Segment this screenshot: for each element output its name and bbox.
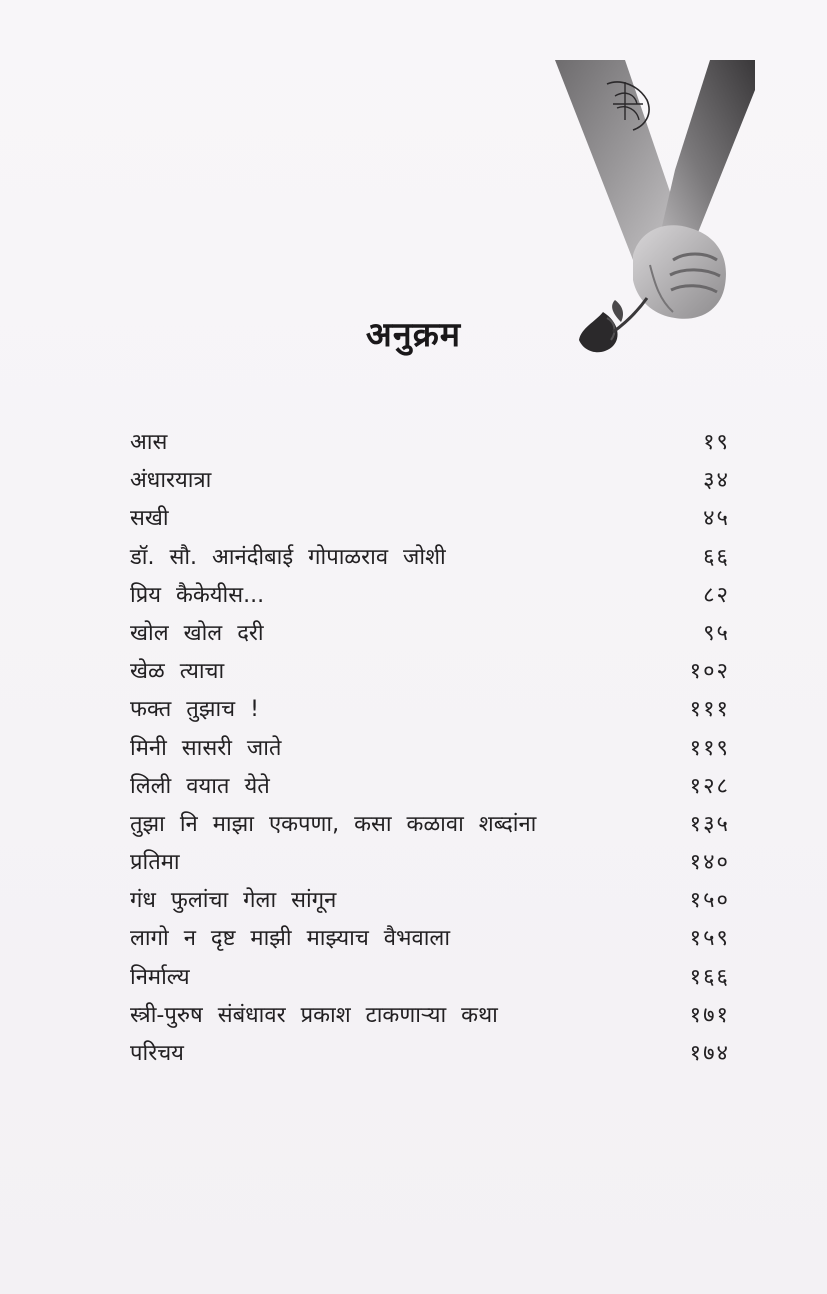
toc-entry bbox=[130, 1035, 730, 1073]
toc-entry-title: प्रिय कैकेयीस... bbox=[130, 582, 265, 608]
toc-entry bbox=[130, 997, 730, 1035]
toc-entry-title: फक्त तुझाच ! bbox=[130, 697, 259, 723]
toc-entry bbox=[130, 844, 730, 882]
toc-entry-title: लिली वयात येते bbox=[130, 773, 270, 799]
toc-entry-title: गंध फुलांचा गेला सांगून bbox=[130, 888, 337, 914]
toc-entry-page-number: १६६ bbox=[689, 964, 730, 990]
toc-entry-page-number: १११ bbox=[689, 697, 730, 723]
toc-entry-page-number: ४५ bbox=[703, 506, 730, 532]
toc-entry-page-number: १०२ bbox=[689, 659, 730, 685]
toc-entry-page-number: १७१ bbox=[689, 1002, 730, 1028]
toc-entry-page-number: १५९ bbox=[689, 926, 730, 952]
toc-entry-page-number: १५० bbox=[689, 888, 730, 914]
toc-entry-title: स्त्री-पुरुष संबंधावर प्रकाश टाकणाऱ्या कथा bbox=[130, 1002, 498, 1028]
toc-entry bbox=[130, 462, 730, 500]
page-title: अनुक्रम bbox=[365, 315, 462, 355]
toc-entry-title: प्रतिमा bbox=[130, 850, 180, 876]
toc-entry-page-number: ३४ bbox=[703, 468, 730, 494]
toc-entry-title: निर्माल्य bbox=[130, 964, 190, 990]
toc-entry-title: डॉ. सौ. आनंदीबाई गोपाळराव जोशी bbox=[130, 544, 446, 570]
toc-entry bbox=[130, 424, 730, 462]
toc-entry bbox=[130, 539, 730, 577]
toc-entry-page-number: १९ bbox=[703, 430, 730, 455]
toc-entry bbox=[130, 577, 730, 615]
toc-entry-page-number: १४० bbox=[689, 850, 730, 876]
toc-entry bbox=[130, 806, 730, 844]
toc-entry-page-number: १७४ bbox=[689, 1041, 730, 1066]
toc-entry-page-number: ९५ bbox=[703, 620, 730, 646]
toc-entry-title: तुझा नि माझा एकपणा, कसा कळावा शब्दांना bbox=[130, 811, 537, 837]
toc-entry-title: अंधारयात्रा bbox=[130, 468, 212, 494]
toc-entry bbox=[130, 500, 730, 538]
toc-entry bbox=[130, 768, 730, 806]
toc-entry bbox=[130, 882, 730, 920]
toc-entry-title: मिनी सासरी जाते bbox=[130, 735, 282, 761]
toc-entry-title: आस bbox=[130, 430, 168, 455]
toc-entry bbox=[130, 730, 730, 768]
toc-entry-title: लागो न दृष्ट माझी माझ्याच वैभवाला bbox=[130, 926, 451, 952]
toc-entry bbox=[130, 653, 730, 691]
toc-entry-page-number: ११९ bbox=[689, 735, 730, 761]
toc-entry-page-number: १२८ bbox=[689, 773, 730, 799]
toc-entry-title: खोल खोल दरी bbox=[130, 620, 264, 646]
toc-entry bbox=[130, 959, 730, 997]
toc-entry bbox=[130, 615, 730, 653]
toc-entry bbox=[130, 691, 730, 729]
toc-entry-title: खेळ त्याचा bbox=[130, 659, 225, 685]
toc-entry-page-number: ६६ bbox=[703, 544, 730, 570]
toc-entry bbox=[130, 920, 730, 958]
toc-entry-title: सखी bbox=[130, 506, 169, 532]
table-of-contents bbox=[130, 424, 730, 1073]
toc-entry-title: परिचय bbox=[130, 1041, 184, 1066]
toc-entry-page-number: १३५ bbox=[689, 811, 730, 837]
toc-entry-page-number: ८२ bbox=[703, 582, 730, 608]
